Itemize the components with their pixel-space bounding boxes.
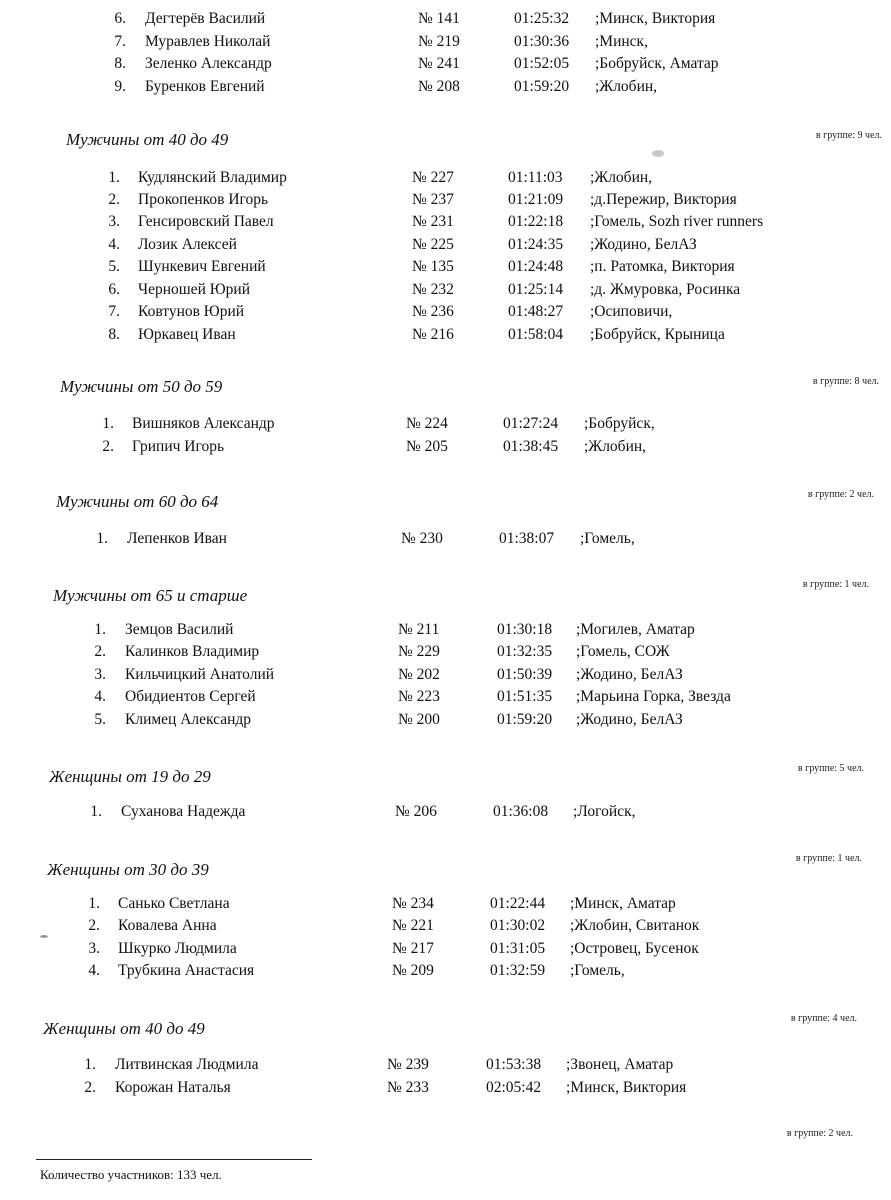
row-position: 2. <box>94 643 106 660</box>
row-place: ;Минск, Виктория <box>566 1079 687 1096</box>
row-name: Муравлев Николай <box>145 33 271 50</box>
row-name: Зеленко Александр <box>145 55 272 72</box>
row-name: Санько Светлана <box>118 895 230 912</box>
row-bib: № 224 <box>406 415 448 432</box>
row-name: Кильчицкий Анатолий <box>125 666 275 683</box>
row-bib: № 225 <box>412 236 454 253</box>
row-bib: № 202 <box>398 666 440 683</box>
row-name: Лепенков Иван <box>127 530 227 547</box>
row-time: 01:52:05 <box>514 55 570 72</box>
row-place: ;Жлобин, <box>595 78 658 95</box>
row-time: 01:32:35 <box>497 643 553 660</box>
row-name: Калинков Владимир <box>125 643 260 660</box>
row-name: Лозик Алексей <box>138 236 237 253</box>
row-place: ;Жодино, БелАЗ <box>590 236 697 253</box>
row-bib: № 206 <box>395 803 437 820</box>
scan-speck <box>40 935 48 938</box>
row-name: Черношей Юрий <box>138 281 251 298</box>
row-name: Ковтунов Юрий <box>138 303 245 320</box>
row-position: 1. <box>96 530 108 547</box>
row-bib: № 229 <box>398 643 440 660</box>
row-time: 01:11:03 <box>508 169 563 186</box>
row-position: 1. <box>84 1056 96 1073</box>
row-place: ;Минск, Аматар <box>570 895 676 912</box>
row-time: 01:58:04 <box>508 326 564 343</box>
row-time: 01:24:48 <box>508 258 564 275</box>
row-place: ;Гомель, <box>570 962 625 979</box>
row-bib: № 232 <box>412 281 454 298</box>
row-bib: № 211 <box>398 621 440 638</box>
row-place: ;Островец, Бусенок <box>570 940 699 957</box>
row-place: ;Марьина Горка, Звезда <box>576 688 731 705</box>
group-count: в группе: 9 чел. <box>815 130 882 141</box>
row-place: ;Звонец, Аматар <box>566 1056 674 1073</box>
row-time: 01:59:20 <box>514 78 570 95</box>
row-place: ;Жлобин, <box>584 438 647 455</box>
group-count: в группе: 2 чел. <box>807 489 874 500</box>
row-name: Земцов Василий <box>125 621 234 638</box>
row-time: 01:30:02 <box>490 917 546 934</box>
group-title: Мужчины от 60 до 64 <box>56 492 219 511</box>
row-position: 1. <box>102 415 114 432</box>
row-place: ;Жлобин, <box>590 169 653 186</box>
row-position: 4. <box>88 962 100 979</box>
row-time: 01:48:27 <box>508 303 564 320</box>
group-title: Женщины от 19 до 29 <box>49 767 211 786</box>
row-name: Грипич Игорь <box>132 438 225 455</box>
row-place: ;Гомель, СОЖ <box>576 643 670 660</box>
row-name: Юркавец Иван <box>138 326 236 343</box>
group-count: в группе: 1 чел. <box>802 579 869 590</box>
row-time: 01:25:32 <box>514 10 570 27</box>
row-place: ;Гомель, Sozh river runners <box>590 213 764 230</box>
row-time: 01:22:44 <box>490 895 546 912</box>
row-position: 2. <box>108 191 120 208</box>
row-name: Климец Александр <box>125 711 252 728</box>
row-bib: № 237 <box>412 191 454 208</box>
row-name: Шкурко Людмила <box>118 940 237 957</box>
group-title: Мужчины от 65 и старше <box>53 586 248 605</box>
row-bib: № 221 <box>392 917 434 934</box>
row-position: 2. <box>84 1079 96 1096</box>
row-position: 6. <box>108 281 120 298</box>
row-time: 01:51:35 <box>497 688 553 705</box>
row-time: 01:24:35 <box>508 236 564 253</box>
row-bib: № 230 <box>401 530 443 547</box>
row-bib: № 219 <box>418 33 460 50</box>
row-name: Ковалева Анна <box>118 917 217 934</box>
group-title: Мужчины от 50 до 59 <box>60 377 223 396</box>
row-position: 7. <box>114 33 126 50</box>
row-place: ;Минск, Виктория <box>595 10 716 27</box>
row-bib: № 216 <box>412 326 454 343</box>
row-time: 01:30:18 <box>497 621 553 638</box>
row-place: ;Гомель, <box>580 530 635 547</box>
row-name: Дегтерёв Василий <box>145 10 266 27</box>
row-position: 4. <box>108 236 120 253</box>
row-place: ;п. Ратомка, Виктория <box>590 258 735 275</box>
row-time: 01:53:38 <box>486 1056 542 1073</box>
row-bib: № 239 <box>387 1056 429 1073</box>
row-bib: № 227 <box>412 169 454 186</box>
row-place: ;Жодино, БелАЗ <box>576 711 683 728</box>
group-title: Женщины от 40 до 49 <box>43 1019 205 1038</box>
row-bib: № 217 <box>392 940 434 957</box>
row-bib: № 223 <box>398 688 440 705</box>
group-count: в группе: 5 чел. <box>797 763 864 774</box>
row-time: 01:22:18 <box>508 213 564 230</box>
row-position: 1. <box>90 803 102 820</box>
row-bib: № 141 <box>418 10 460 27</box>
row-time: 01:36:08 <box>493 803 549 820</box>
row-position: 3. <box>108 213 120 230</box>
row-place: ;Осиповичи, <box>590 303 673 320</box>
row-position: 1. <box>108 169 120 186</box>
row-place: ;д. Жмуровка, Росинка <box>590 281 741 298</box>
row-bib: № 236 <box>412 303 454 320</box>
row-time: 01:32:59 <box>490 962 546 979</box>
row-time: 01:21:09 <box>508 191 564 208</box>
row-bib: № 233 <box>387 1079 429 1096</box>
scan-speck <box>652 150 664 157</box>
row-bib: № 231 <box>412 213 454 230</box>
row-position: 7. <box>108 303 120 320</box>
row-place: ;Могилев, Аматар <box>576 621 695 638</box>
row-name: Корожан Наталья <box>115 1079 231 1096</box>
row-name: Генсировский Павел <box>138 213 274 230</box>
row-place: ;Бобруйск, <box>584 415 655 432</box>
row-position: 4. <box>94 688 106 705</box>
total-participants: Количество участников: 133 чел. <box>40 1167 222 1182</box>
row-bib: № 209 <box>392 962 434 979</box>
group-count: в группе: 4 чел. <box>790 1013 857 1024</box>
row-position: 5. <box>94 711 106 728</box>
row-bib: № 241 <box>418 55 460 72</box>
row-name: Буренков Евгений <box>145 78 265 95</box>
row-time: 01:25:14 <box>508 281 564 298</box>
row-name: Обидиентов Сергей <box>125 688 256 705</box>
row-place: ;д.Пережир, Виктория <box>590 191 737 208</box>
group-title: Мужчины от 40 до 49 <box>66 130 229 149</box>
row-position: 3. <box>88 940 100 957</box>
row-bib: № 135 <box>412 258 454 275</box>
row-name: Шункевич Евгений <box>138 258 266 275</box>
footer-divider <box>36 1159 312 1160</box>
row-time: 01:30:36 <box>514 33 570 50</box>
row-position: 1. <box>94 621 106 638</box>
row-name: Прокопенков Игорь <box>138 191 269 208</box>
row-time: 01:31:05 <box>490 940 546 957</box>
row-position: 2. <box>88 917 100 934</box>
row-position: 6. <box>114 10 126 27</box>
row-position: 9. <box>114 78 126 95</box>
row-name: Трубкина Анастасия <box>118 962 255 979</box>
row-place: ;Жодино, БелАЗ <box>576 666 683 683</box>
row-position: 3. <box>94 666 106 683</box>
row-place: ;Бобруйск, Аматар <box>595 55 719 72</box>
row-place: ;Логойск, <box>573 803 636 820</box>
row-place: ;Минск, <box>595 33 648 50</box>
row-position: 5. <box>108 258 120 275</box>
row-name: Вишняков Александр <box>132 415 275 432</box>
row-place: ;Жлобин, Свитанок <box>570 917 700 934</box>
row-time: 01:38:45 <box>503 438 559 455</box>
row-position: 8. <box>114 55 126 72</box>
group-count: в группе: 8 чел. <box>812 376 879 387</box>
row-bib: № 234 <box>392 895 434 912</box>
row-name: Литвинская Людмила <box>115 1056 259 1073</box>
row-bib: № 200 <box>398 711 440 728</box>
row-name: Суханова Надежда <box>121 803 246 820</box>
row-time: 02:05:42 <box>486 1079 542 1096</box>
group-count: в группе: 1 чел. <box>795 853 862 864</box>
row-position: 2. <box>102 438 114 455</box>
row-time: 01:27:24 <box>503 415 559 432</box>
row-bib: № 205 <box>406 438 448 455</box>
row-name: Кудлянский Владимир <box>138 169 287 186</box>
group-count: в группе: 2 чел. <box>786 1128 853 1139</box>
row-position: 8. <box>108 326 120 343</box>
group-title: Женщины от 30 до 39 <box>47 860 209 879</box>
row-time: 01:59:20 <box>497 711 553 728</box>
row-position: 1. <box>88 895 100 912</box>
row-time: 01:50:39 <box>497 666 553 683</box>
row-time: 01:38:07 <box>499 530 555 547</box>
row-bib: № 208 <box>418 78 460 95</box>
row-place: ;Бобруйск, Крыница <box>590 326 725 343</box>
